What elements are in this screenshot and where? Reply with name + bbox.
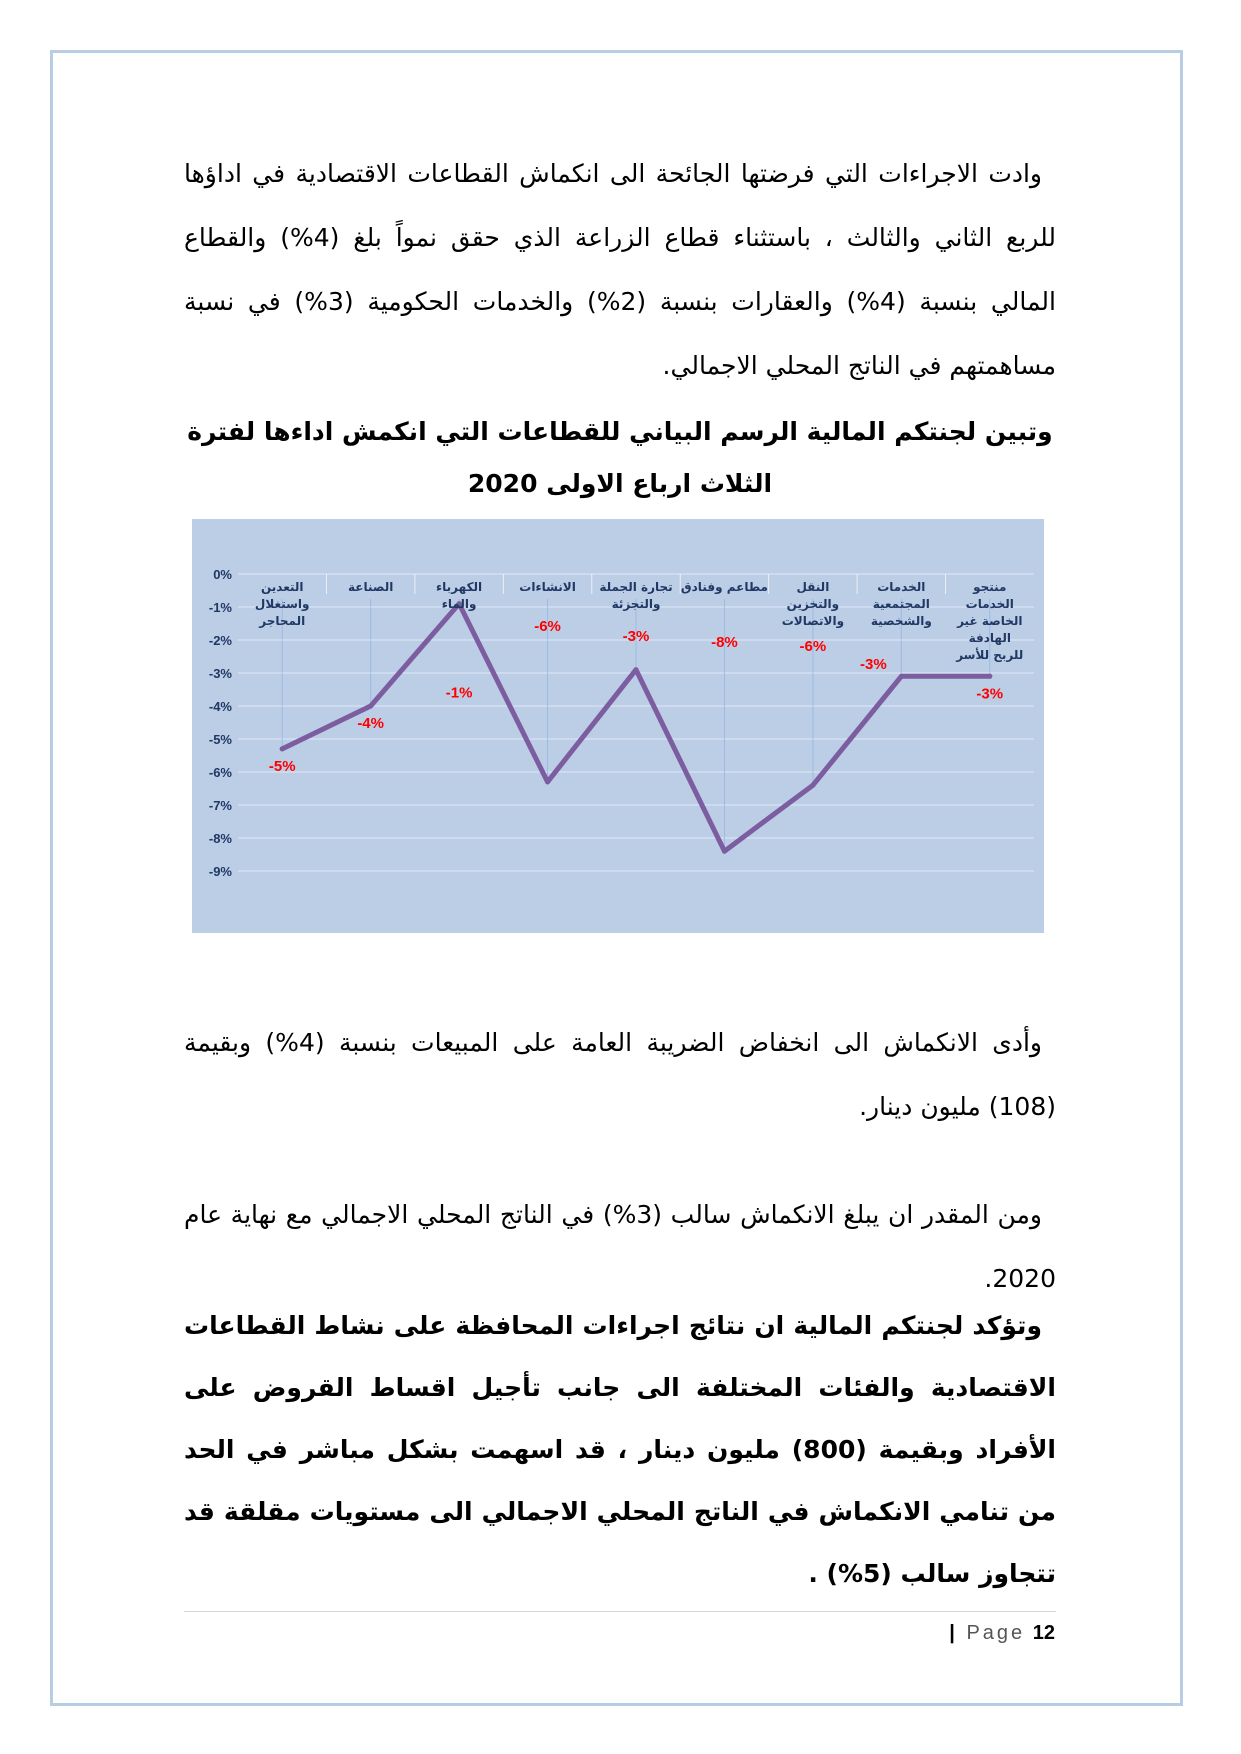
conclusion-paragraph <box>184 1295 1056 1605</box>
tax-paragraph <box>184 1011 1056 1139</box>
intro-paragraph <box>184 142 1056 398</box>
page-footer <box>949 1622 1055 1645</box>
y-tick-label: -8% <box>208 831 232 846</box>
y-tick-label: -9% <box>208 864 232 879</box>
x-category-label: التعدين واستغلال المحاجر <box>254 580 310 628</box>
forecast-text: ومن المقدر ان يبلغ الانكماش سالب (3%) في الناتج المحلي الاجمالي مع نهاية عام 2020. <box>184 1200 1056 1293</box>
data-point <box>722 849 727 854</box>
sector-contraction-chart <box>192 519 1044 933</box>
data-label: -5% <box>268 757 296 775</box>
data-label: -3% <box>622 628 650 645</box>
y-tick-label: -1% <box>208 600 232 615</box>
data-label: -6% <box>534 618 561 635</box>
footer-separator: | <box>949 1622 955 1644</box>
x-category-label: الكهرباء والماء <box>436 580 483 611</box>
data-point <box>899 674 904 679</box>
x-category-label: الانشاءات <box>519 580 576 594</box>
data-label: -3% <box>976 685 1004 703</box>
conclusion-text: وتؤكد لجنتكم المالية ان نتائج اجراءات المحافظة على نشاط القطاعات الاقتصادية والفئات المختلفة الى جانب تأجيل اقساط القروض على الأفراد وبقيمة (800) مليون دينار ، قد اسهمت بشكل مباشر في الحد من تنامي الانكماش في الناتج المحلي الاجمالي الى مستويات مقلقة قد تتجاوز سالب (5%) . <box>184 1311 1056 1588</box>
data-point <box>634 667 639 672</box>
y-tick-label: -2% <box>208 633 232 648</box>
y-tick-label: -5% <box>208 732 232 747</box>
y-tick-label: -4% <box>208 699 232 714</box>
x-category-label: النقل والتخزين والاتصالات <box>781 580 845 628</box>
chart-heading: وتبين لجنتكم المالية الرسم البياني للقطاعات التي انكمش اداءها لفترة الثلاث ارباع الاولى 2020 <box>187 417 1053 498</box>
y-tick-label: -6% <box>208 765 232 780</box>
page-word: Page <box>966 1622 1026 1644</box>
forecast-paragraph <box>184 1183 1056 1311</box>
x-category-label: تجارة الجملة والتجزئة <box>599 580 673 611</box>
x-category-label: الصناعة <box>348 580 394 594</box>
data-label: -8% <box>711 634 738 651</box>
data-point <box>280 746 285 751</box>
tax-text: وأدى الانكماش الى انخفاض الضريبة العامة على المبيعات بنسبة (4%) وبقيمة (108) مليون دينار. <box>184 1028 1056 1121</box>
y-tick-label: 0% <box>213 567 232 582</box>
intro-text: وادت الاجراءات التي فرضتها الجائحة الى انكماش القطاعات الاقتصادية في اداؤها للربع الثاني والثالث ، باستثناء قطاع الزراعة الذي حقق نمواً بلغ (4%) والقطاع المالي بنسبة (4%) والعقارات بنسبة (2%) والخدمات الحكومية (3%) في نسبة مساهمتهم في الناتج المحلي الاجمالي. <box>184 159 1056 380</box>
data-point <box>987 674 992 679</box>
x-category-label: مطاعم وفنادق <box>680 580 768 594</box>
y-tick-label: -7% <box>208 798 232 813</box>
chart-svg <box>192 519 1044 933</box>
data-point <box>368 704 373 709</box>
data-label: -4% <box>357 715 385 732</box>
y-tick-label: -3% <box>208 666 232 681</box>
data-label: -6% <box>799 638 827 655</box>
footer-divider <box>184 1611 1056 1612</box>
data-label: -1% <box>445 684 473 702</box>
x-category-label: منتجو الخدمات الخاصة غير الهادفة للربح للأسر <box>956 580 1024 662</box>
x-category-label: الخدمات المجتمعية والشخصية <box>870 580 932 628</box>
data-label: -3% <box>859 656 887 673</box>
data-point <box>545 779 550 784</box>
data-point <box>810 783 815 788</box>
page-number: 12 <box>1032 1622 1055 1644</box>
